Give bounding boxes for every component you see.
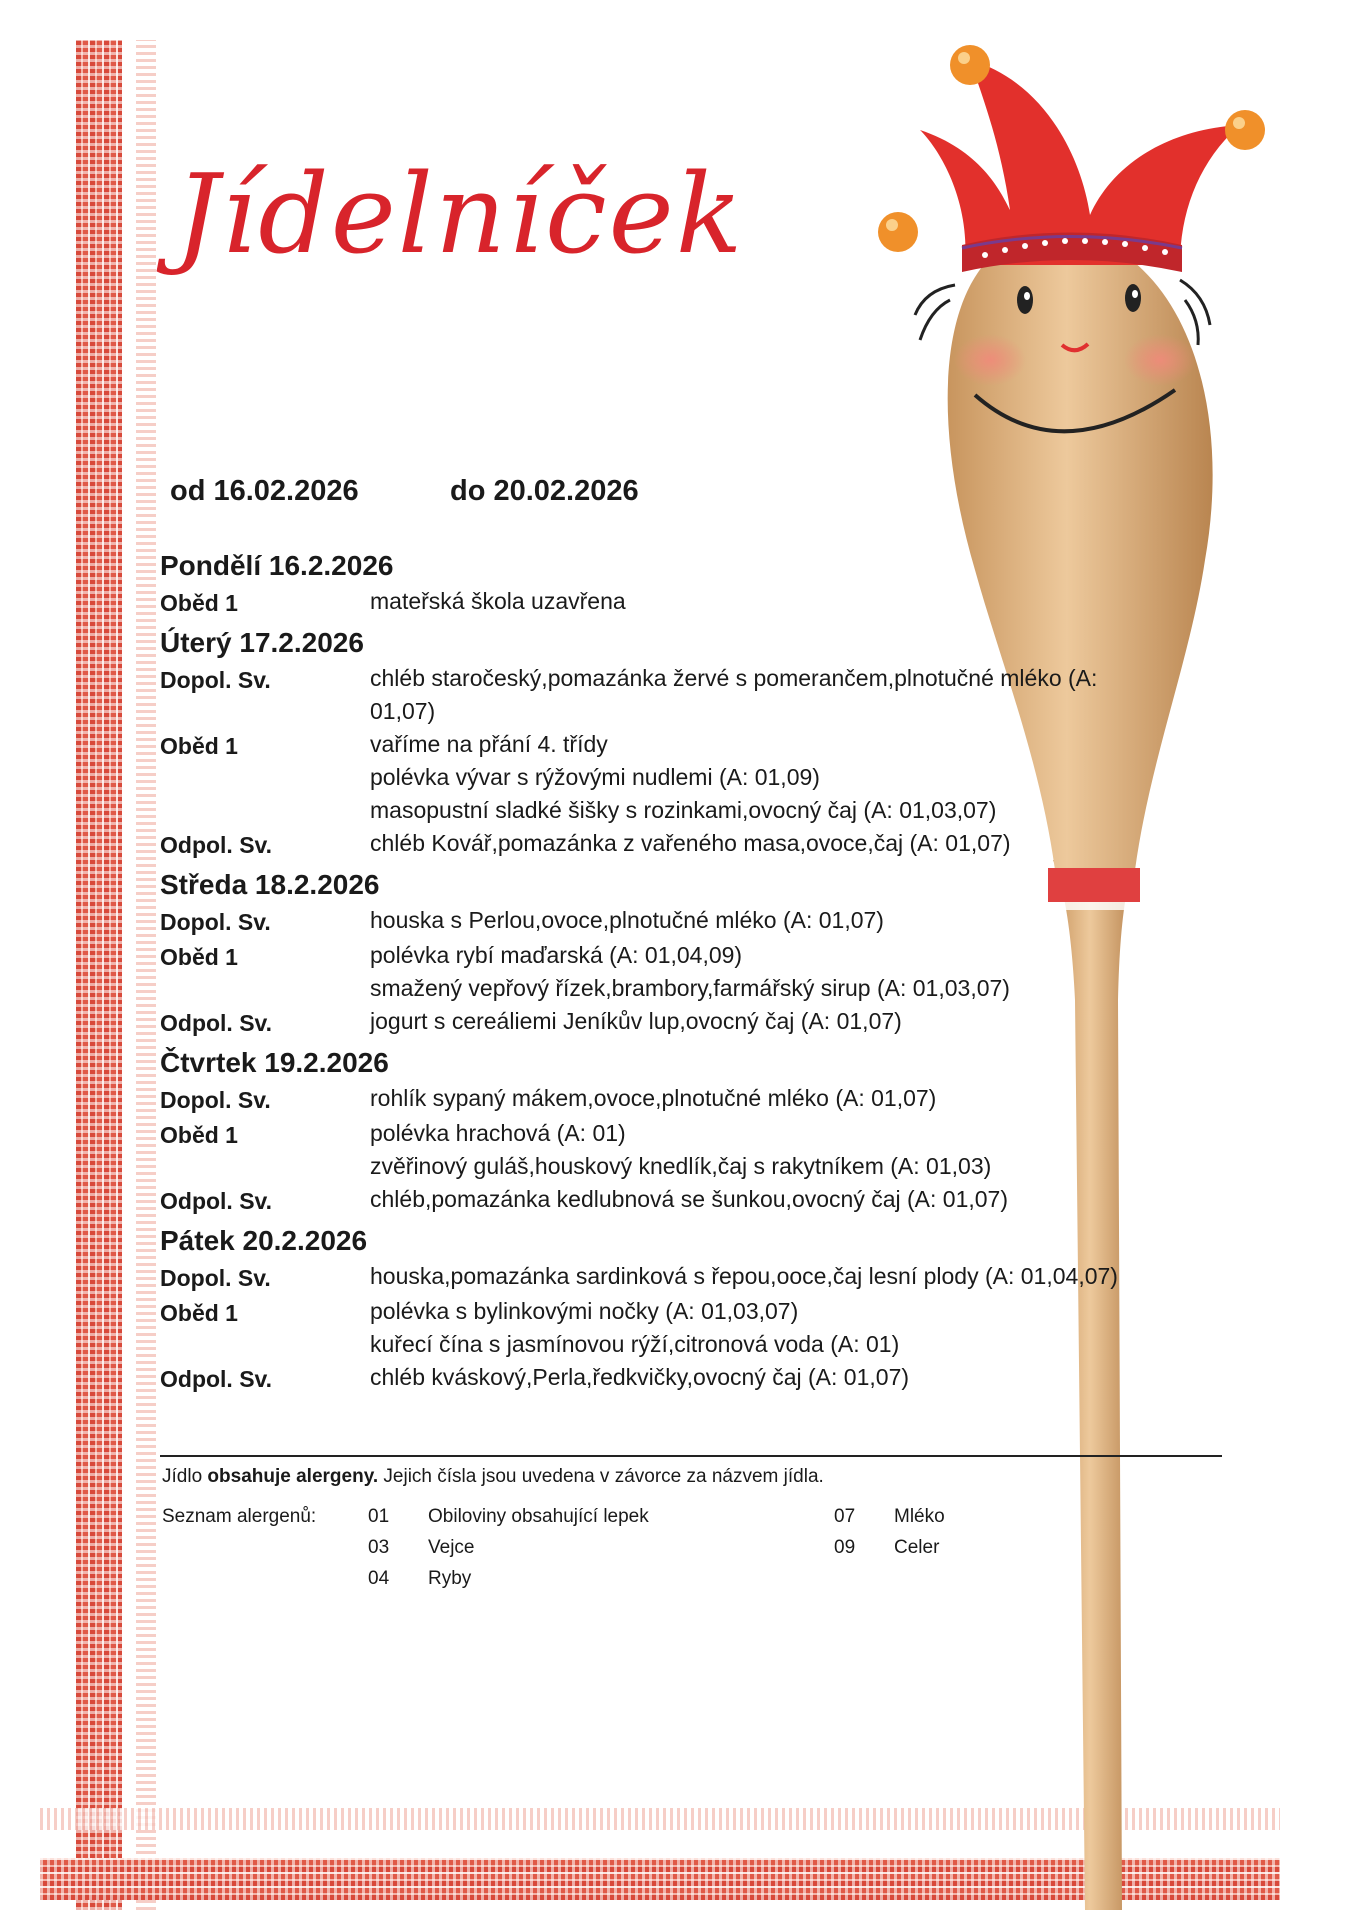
allergen-name: Ryby xyxy=(428,1568,472,1589)
note-prefix: Jídlo xyxy=(162,1466,208,1487)
meal-label: Odpol. Sv. xyxy=(160,1188,273,1214)
allergen-code: 03 xyxy=(368,1537,390,1558)
allergen-item xyxy=(368,1568,471,1590)
dish: houska,pomazánka sardinková s řepou,ooce,čaj lesní plody (A: 01,04,07) xyxy=(370,1263,1118,1289)
dish: rohlík sypaný mákem,ovoce,plnotučné mléko (A: 01,07) xyxy=(370,1085,937,1111)
meal-label: Odpol. Sv. xyxy=(160,1010,273,1036)
meal-label: Oběd 1 xyxy=(160,1122,238,1148)
page-title: Jídelníček xyxy=(175,150,745,278)
meal-row xyxy=(160,1260,1300,1295)
allergen-item xyxy=(368,1537,474,1559)
allergen-item xyxy=(834,1537,939,1559)
dish: polévka vývar s rýžovými nudlemi (A: 01,09) xyxy=(370,764,820,790)
weekly-menu xyxy=(160,547,1300,1396)
date-from: od 16.02.2026 xyxy=(170,475,359,507)
dish: chléb,pomazánka kedlubnová se šunkou,ovocný čaj (A: 01,07) xyxy=(370,1186,1009,1212)
dish: zvěřinový guláš,houskový knedlík,čaj s rakytníkem (A: 01,03) xyxy=(370,1153,992,1179)
dish: vaříme na přání 4. třídy xyxy=(370,731,608,757)
meal-row xyxy=(160,662,1300,728)
day-title: Pondělí 16.2.2026 xyxy=(160,550,394,581)
meal-row xyxy=(160,1082,1300,1117)
allergen-item xyxy=(834,1506,945,1528)
dish: houska s Perlou,ovoce,plnotučné mléko (A: 01,07) xyxy=(370,907,884,933)
allergen-code: 09 xyxy=(834,1537,856,1558)
day-title: Čtvrtek 19.2.2026 xyxy=(160,1047,389,1078)
dish: chléb staročeský,pomazánka žervé s pomerančem,plnotučné mléko (A: xyxy=(370,665,1098,691)
dish: chléb Kovář,pomazánka z vařeného masa,ovoce,čaj (A: 01,07) xyxy=(370,830,1011,856)
allergen-list-label: Seznam alergenů: xyxy=(162,1506,317,1527)
meal-row xyxy=(160,1183,1300,1218)
dish: chléb kváskový,Perla,ředkvičky,ovocný čaj (A: 01,07) xyxy=(370,1364,910,1390)
note-bold: obsahuje alergeny. xyxy=(207,1466,379,1487)
meal-row xyxy=(160,939,1300,1005)
allergen-name: Vejce xyxy=(428,1537,475,1558)
meal-row xyxy=(160,585,1300,620)
meal-label: Oběd 1 xyxy=(160,944,238,970)
meal-label: Oběd 1 xyxy=(160,1300,238,1326)
meal-row xyxy=(160,827,1300,862)
day-title: Středa 18.2.2026 xyxy=(160,869,380,900)
allergen-name: Obiloviny obsahující lepek xyxy=(428,1506,649,1527)
dish: 01,07) xyxy=(370,698,436,724)
meal-label: Oběd 1 xyxy=(160,590,238,616)
dish: mateřská škola uzavřena xyxy=(370,588,626,614)
dish: jogurt s cereáliemi Jeníkův lup,ovocný čaj (A: 01,07) xyxy=(370,1008,902,1034)
dish: polévka hrachová (A: 01) xyxy=(370,1120,626,1146)
dish: polévka rybí maďarská (A: 01,04,09) xyxy=(370,942,743,968)
date-to: do 20.02.2026 xyxy=(450,475,639,507)
dish: polévka s bylinkovými nočky (A: 01,03,07) xyxy=(370,1298,799,1324)
meal-row xyxy=(160,1295,1300,1361)
allergen-note xyxy=(162,1466,824,1488)
day-title: Pátek 20.2.2026 xyxy=(160,1225,368,1256)
meal-label: Dopol. Sv. xyxy=(160,1265,271,1291)
allergen-code: 01 xyxy=(368,1506,390,1527)
dish: kuřecí čína s jasmínovou rýží,citronová voda (A: 01) xyxy=(370,1331,900,1357)
meal-row xyxy=(160,1117,1300,1183)
day-title: Úterý 17.2.2026 xyxy=(160,627,364,658)
dish: masopustní sladké šišky s rozinkami,ovocný čaj (A: 01,03,07) xyxy=(370,797,997,823)
meal-label: Dopol. Sv. xyxy=(160,1087,271,1113)
divider xyxy=(160,1455,1222,1457)
dish: smažený vepřový řízek,brambory,farmářský sirup (A: 01,03,07) xyxy=(370,975,1010,1001)
meal-label: Dopol. Sv. xyxy=(160,667,271,693)
meal-label: Oběd 1 xyxy=(160,733,238,759)
allergen-code: 07 xyxy=(834,1506,856,1527)
meal-label: Odpol. Sv. xyxy=(160,832,273,858)
allergen-name: Celer xyxy=(894,1537,940,1558)
allergen-item xyxy=(368,1506,649,1528)
meal-label: Dopol. Sv. xyxy=(160,909,271,935)
meal-row xyxy=(160,1361,1300,1396)
allergen-code: 04 xyxy=(368,1568,390,1589)
meal-row xyxy=(160,728,1300,827)
note-suffix: Jejich čísla jsou uvedena v závorce za názvem jídla. xyxy=(378,1466,824,1487)
meal-row xyxy=(160,904,1300,939)
allergen-name: Mléko xyxy=(894,1506,945,1527)
meal-row xyxy=(160,1005,1300,1040)
meal-label: Odpol. Sv. xyxy=(160,1366,273,1392)
